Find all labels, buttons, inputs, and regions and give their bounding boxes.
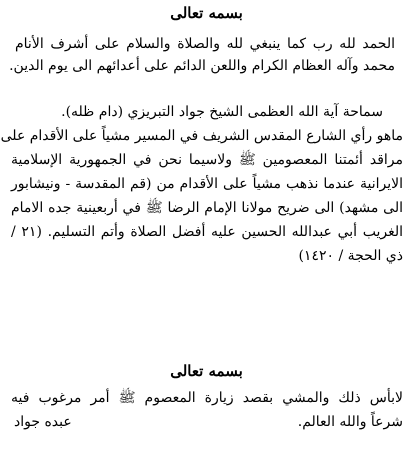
question-line-4: الى مشهد) الى ضريح مولانا الإمام الرضا ﷺ في أربعينية جده الامام [11,200,403,216]
question-line-5: الغريب أبي عبدالله الحسين عليه أفضل الصلاة وأتم التسليم. (٢١ / [11,224,403,240]
question-line-3: الايرانية عندما نذهب مشياً على الأقدام من (قم المقدسة - ونيشابور [11,176,403,192]
question-line-1: ماهو رأي الشارع المقدس الشريف في المسير مشياً على الأقدام على [0,128,403,144]
intro-line-2: محمد وآله العظام الكرام واللعن الدائم على أعدائهم الى يوم الدين. [9,58,395,74]
section1-heading: بسمه تعالى [170,4,243,22]
addressee-line: سماحة آية الله العظمى الشيخ جواد التبريزي (دام ظله). [61,104,383,120]
section2-heading: بسمه تعالى [170,362,243,380]
question-line-2: مراقد أئمتنا المعصومين ﷺ ولاسيما نحن في الجمهورية الإسلامية [11,152,403,168]
answer-line-1: لابأس ذلك والمشي بقصد زيارة المعصوم ﷺ أمر مرغوب فيه [11,390,403,406]
intro-line-1: الحمد لله رب كما ينبغي لله والصلاة والسلام على أشرف الأنام [15,36,395,52]
question-line-6: ذي الحجة / ١٤٢٠) [298,248,403,264]
signature: عبده جواد [14,414,72,430]
answer-line-2: شرعاً والله العالم. [297,414,403,430]
